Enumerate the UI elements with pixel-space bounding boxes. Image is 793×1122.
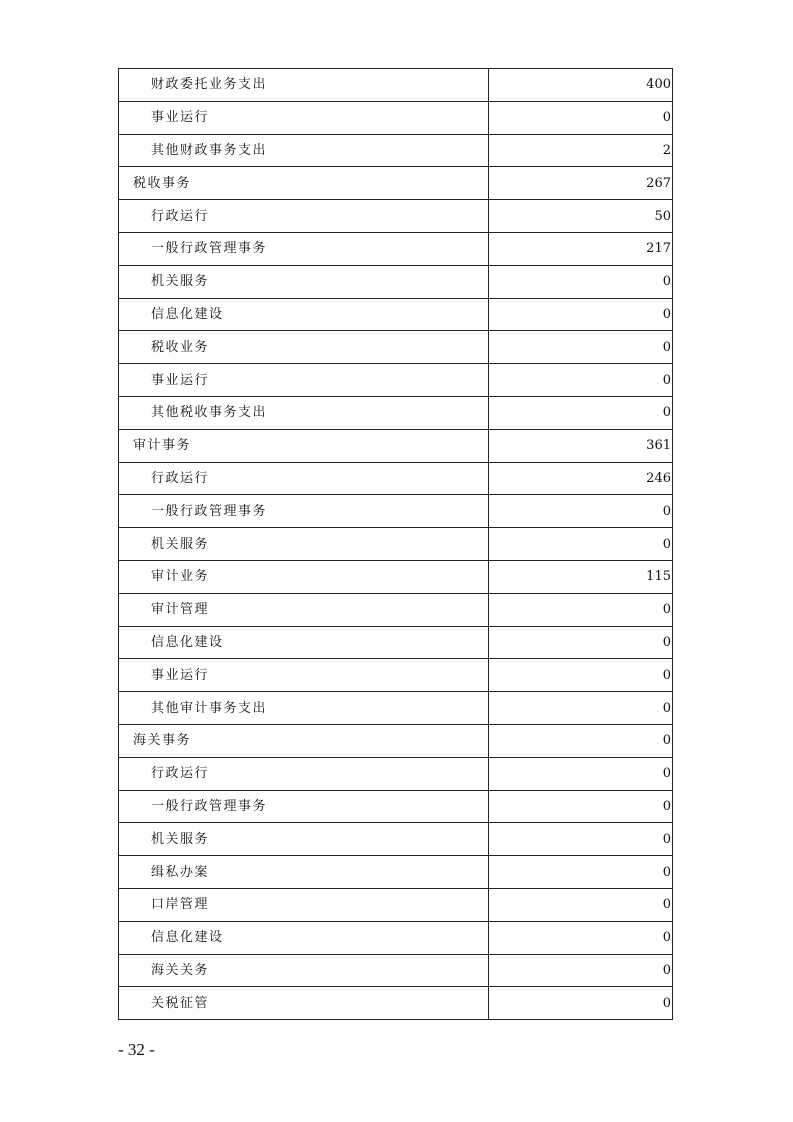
- row-label: 行政运行: [119, 200, 489, 233]
- row-label: 行政运行: [119, 462, 489, 495]
- table-row: [119, 724, 673, 757]
- table-row: [119, 954, 673, 987]
- table-row: [119, 888, 673, 921]
- row-value: 0: [489, 888, 673, 921]
- row-value: 0: [489, 101, 673, 134]
- row-value: 0: [489, 856, 673, 889]
- table-row: [119, 200, 673, 233]
- row-label: 事业运行: [119, 364, 489, 397]
- row-value: 0: [489, 724, 673, 757]
- row-label: 事业运行: [119, 101, 489, 134]
- row-label: 缉私办案: [119, 856, 489, 889]
- row-value: 0: [489, 265, 673, 298]
- row-value: 0: [489, 626, 673, 659]
- table-row: [119, 396, 673, 429]
- row-value: 217: [489, 232, 673, 265]
- row-label: 审计管理: [119, 593, 489, 626]
- table-row: [119, 560, 673, 593]
- budget-table-body: [119, 69, 673, 1020]
- row-value: 0: [489, 331, 673, 364]
- row-label: 审计事务: [119, 429, 489, 462]
- table-row: [119, 987, 673, 1020]
- row-value: 400: [489, 69, 673, 102]
- row-value: 0: [489, 987, 673, 1020]
- row-label: 信息化建设: [119, 921, 489, 954]
- row-label: 其他审计事务支出: [119, 692, 489, 725]
- row-value: 0: [489, 921, 673, 954]
- row-value: 267: [489, 167, 673, 200]
- table-row: [119, 659, 673, 692]
- row-label: 机关服务: [119, 823, 489, 856]
- budget-table: [118, 68, 673, 1020]
- table-row: [119, 757, 673, 790]
- row-value: 0: [489, 954, 673, 987]
- row-label: 口岸管理: [119, 888, 489, 921]
- row-value: 2: [489, 134, 673, 167]
- table-row: [119, 134, 673, 167]
- table-row: [119, 298, 673, 331]
- row-value: 0: [489, 396, 673, 429]
- row-value: 0: [489, 790, 673, 823]
- row-label: 税收业务: [119, 331, 489, 364]
- page-number: - 32 -: [118, 1040, 155, 1059]
- table-row: [119, 232, 673, 265]
- row-label: 其他财政事务支出: [119, 134, 489, 167]
- row-label: 海关事务: [119, 724, 489, 757]
- row-value: 0: [489, 298, 673, 331]
- row-label: 机关服务: [119, 528, 489, 561]
- row-label: 事业运行: [119, 659, 489, 692]
- row-label: 其他税收事务支出: [119, 396, 489, 429]
- table-row: [119, 69, 673, 102]
- row-value: 0: [489, 757, 673, 790]
- table-row: [119, 823, 673, 856]
- table-row: [119, 692, 673, 725]
- row-value: 0: [489, 823, 673, 856]
- row-value: 50: [489, 200, 673, 233]
- row-value: 246: [489, 462, 673, 495]
- row-label: 信息化建设: [119, 298, 489, 331]
- table-row: [119, 528, 673, 561]
- row-value: 0: [489, 593, 673, 626]
- table-row: [119, 856, 673, 889]
- row-label: 一般行政管理事务: [119, 232, 489, 265]
- row-label: 一般行政管理事务: [119, 495, 489, 528]
- row-label: 审计业务: [119, 560, 489, 593]
- table-row: [119, 265, 673, 298]
- table-row: [119, 790, 673, 823]
- row-label: 关税征管: [119, 987, 489, 1020]
- row-value: 0: [489, 495, 673, 528]
- table-row: [119, 429, 673, 462]
- row-value: 361: [489, 429, 673, 462]
- row-value: 115: [489, 560, 673, 593]
- row-label: 海关关务: [119, 954, 489, 987]
- table-row: [119, 626, 673, 659]
- table-row: [119, 593, 673, 626]
- table-row: [119, 462, 673, 495]
- row-value: 0: [489, 528, 673, 561]
- row-label: 财政委托业务支出: [119, 69, 489, 102]
- table-row: [119, 331, 673, 364]
- table-row: [119, 495, 673, 528]
- table-row: [119, 364, 673, 397]
- row-label: 一般行政管理事务: [119, 790, 489, 823]
- row-label: 机关服务: [119, 265, 489, 298]
- row-label: 信息化建设: [119, 626, 489, 659]
- row-value: 0: [489, 659, 673, 692]
- table-row: [119, 167, 673, 200]
- row-value: 0: [489, 692, 673, 725]
- row-label: 行政运行: [119, 757, 489, 790]
- row-label: 税收事务: [119, 167, 489, 200]
- row-value: 0: [489, 364, 673, 397]
- table-row: [119, 101, 673, 134]
- table-row: [119, 921, 673, 954]
